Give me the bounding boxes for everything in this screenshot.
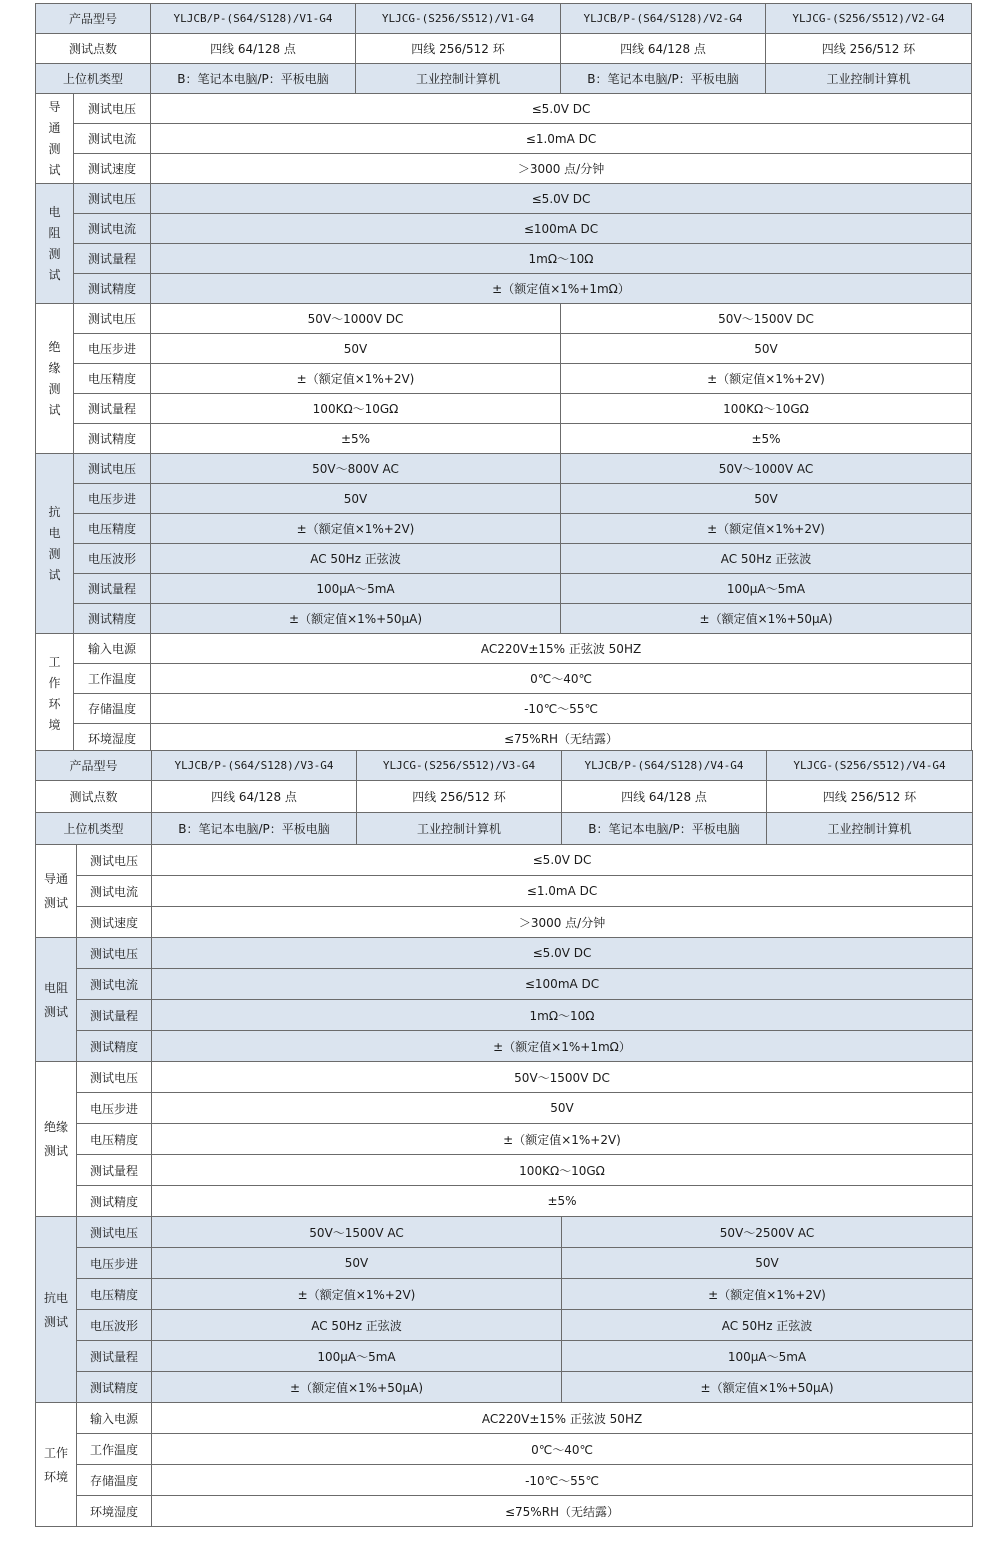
value-cell: ±（额定值×1%+2V) — [152, 1124, 973, 1155]
group-line: 测试 — [43, 896, 68, 910]
table-row — [36, 1124, 973, 1155]
model-label: 产品型号 — [36, 751, 152, 781]
value-cell: ≤100mA DC — [152, 969, 973, 1000]
table-row — [36, 1031, 973, 1062]
value-cell: ±（额定值×1%+50μA) — [561, 604, 972, 634]
table-row — [36, 124, 972, 154]
param-label: 电压步进 — [74, 484, 151, 514]
points-label: 测试点数 — [36, 34, 151, 64]
model-label: 产品型号 — [36, 4, 151, 34]
param-label: 存储温度 — [74, 694, 151, 724]
value-cell: 50V～1500V DC — [152, 1062, 973, 1093]
points-label: 测试点数 — [36, 781, 152, 813]
value-cell: ±（额定值×1%+1mΩ） — [151, 274, 972, 304]
points-row — [36, 34, 972, 64]
value-cell: 50V — [561, 484, 972, 514]
table-row — [36, 907, 973, 938]
group-line: 电阻 — [43, 980, 68, 995]
value-cell: ≤75%RH（无结露） — [151, 724, 972, 754]
points-cell: 四线 64/128 点 — [561, 34, 766, 64]
table-row — [36, 424, 972, 454]
group-char: 试 — [48, 567, 61, 582]
value-cell: ±（额定值×1%+2V) — [151, 364, 561, 394]
value-cell: ±5% — [152, 1186, 973, 1217]
table-row — [36, 1248, 973, 1279]
param-label: 测试电流 — [77, 876, 152, 907]
table-row — [36, 1434, 973, 1465]
table-row — [36, 1403, 973, 1434]
group-insulation — [36, 304, 74, 454]
value-cell: ±5% — [151, 424, 561, 454]
table-row — [36, 1217, 973, 1248]
param-label: 输入电源 — [74, 634, 151, 664]
group-char: 阻 — [48, 225, 61, 240]
table-row — [36, 664, 972, 694]
points-cell: 四线 256/512 环 — [356, 34, 561, 64]
value-cell: 1mΩ～10Ω — [152, 1000, 973, 1031]
param-label: 测试电压 — [74, 304, 151, 334]
spec-table-v1-v2 — [35, 3, 972, 754]
param-label: 测试精度 — [77, 1372, 152, 1403]
param-label: 环境湿度 — [74, 724, 151, 754]
group-char: 通 — [48, 120, 61, 135]
group-line: 测试 — [43, 1144, 68, 1158]
model-cell: YLJCG-(S256/S512)/V3-G4 — [357, 751, 562, 781]
points-cell: 四线 64/128 点 — [562, 781, 767, 813]
group-resistance — [36, 938, 77, 1062]
group-char: 测 — [48, 381, 61, 396]
group-insulation — [36, 1062, 77, 1217]
param-label: 工作温度 — [74, 664, 151, 694]
model-cell: YLJCG-(S256/S512)/V2-G4 — [766, 4, 972, 34]
group-conduction — [36, 94, 74, 184]
value-cell: 50V — [562, 1248, 973, 1279]
value-cell: -10℃～55℃ — [151, 694, 972, 724]
param-label: 电压精度 — [74, 514, 151, 544]
value-cell: AC 50Hz 正弦波 — [561, 544, 972, 574]
table-row — [36, 634, 972, 664]
table-row — [36, 1000, 973, 1031]
param-label: 输入电源 — [77, 1403, 152, 1434]
param-label: 测试电压 — [77, 1062, 152, 1093]
value-cell: ＞3000 点/分钟 — [151, 154, 972, 184]
group-line: 导通 — [43, 872, 68, 886]
host-row — [36, 813, 973, 845]
group-char: 试 — [48, 402, 61, 417]
table-row — [36, 1186, 973, 1217]
group-char: 抗 — [48, 504, 61, 519]
table-row — [36, 154, 972, 184]
table-row — [36, 1093, 973, 1124]
value-cell: 50V — [151, 334, 561, 364]
value-cell: 50V～800V AC — [151, 454, 561, 484]
host-cell: B：笔记本电脑/P：平板电脑 — [151, 64, 356, 94]
param-label: 存储温度 — [77, 1465, 152, 1496]
table-row — [36, 304, 972, 334]
group-char: 测 — [48, 546, 61, 561]
model-cell: YLJCB/P-(S64/S128)/V2-G4 — [561, 4, 766, 34]
param-label: 测试量程 — [77, 1155, 152, 1186]
value-cell: ≤5.0V DC — [152, 845, 973, 876]
param-label: 电压波形 — [77, 1310, 152, 1341]
host-cell: B：笔记本电脑/P：平板电脑 — [152, 813, 357, 845]
value-cell: ±（额定值×1%+2V) — [151, 514, 561, 544]
table-row — [36, 938, 973, 969]
value-cell: AC 50Hz 正弦波 — [151, 544, 561, 574]
value-cell: ≤1.0mA DC — [151, 124, 972, 154]
param-label: 电压步进 — [77, 1248, 152, 1279]
group-line: 抗电 — [43, 1290, 68, 1305]
value-cell: 50V — [151, 484, 561, 514]
table-row — [36, 184, 972, 214]
param-label: 电压精度 — [77, 1279, 152, 1310]
host-row — [36, 64, 972, 94]
value-cell: ≤100mA DC — [151, 214, 972, 244]
value-cell: ±（额定值×1%+2V) — [152, 1279, 562, 1310]
value-cell: ＞3000 点/分钟 — [152, 907, 973, 938]
group-char: 绝 — [48, 339, 61, 354]
host-label: 上位机类型 — [36, 813, 152, 845]
table-row — [36, 364, 972, 394]
group-char: 境 — [48, 717, 61, 732]
group-char: 试 — [48, 162, 61, 177]
value-cell: 100KΩ～10GΩ — [561, 394, 972, 424]
table-row — [36, 876, 973, 907]
host-cell: B：笔记本电脑/P：平板电脑 — [562, 813, 767, 845]
table-row — [36, 1341, 973, 1372]
model-cell: YLJCG-(S256/S512)/V1-G4 — [356, 4, 561, 34]
table-row — [36, 514, 972, 544]
value-cell: 50V — [152, 1248, 562, 1279]
value-cell: 100μA～5mA — [562, 1341, 973, 1372]
value-cell: ≤5.0V DC — [151, 94, 972, 124]
value-cell: ≤5.0V DC — [151, 184, 972, 214]
param-label: 测试速度 — [74, 154, 151, 184]
table-row — [36, 334, 972, 364]
param-label: 测试精度 — [74, 604, 151, 634]
group-char: 电 — [48, 204, 61, 219]
param-label: 测试电压 — [77, 1217, 152, 1248]
param-label: 测试精度 — [74, 424, 151, 454]
value-cell: AC220V±15% 正弦波 50HZ — [152, 1403, 973, 1434]
table-row — [36, 244, 972, 274]
table-row — [36, 274, 972, 304]
param-label: 测试精度 — [77, 1186, 152, 1217]
param-label: 测试速度 — [77, 907, 152, 938]
model-row — [36, 751, 973, 781]
param-label: 测试电压 — [77, 938, 152, 969]
value-cell: ±（额定值×1%+1mΩ） — [152, 1031, 973, 1062]
group-char: 作 — [48, 675, 61, 690]
group-hipot — [36, 1217, 77, 1403]
value-cell: 50V — [561, 334, 972, 364]
spec-table-v3-v4 — [35, 750, 973, 1527]
value-cell: 50V～1000V DC — [151, 304, 561, 334]
param-label: 测试量程 — [74, 394, 151, 424]
model-cell: YLJCB/P-(S64/S128)/V1-G4 — [151, 4, 356, 34]
table-row — [36, 724, 972, 754]
table-row — [36, 214, 972, 244]
param-label: 电压步进 — [77, 1093, 152, 1124]
group-char: 工 — [48, 654, 61, 669]
host-cell: 工业控制计算机 — [767, 813, 973, 845]
param-label: 测试精度 — [74, 274, 151, 304]
value-cell: ≤1.0mA DC — [152, 876, 973, 907]
value-cell: AC220V±15% 正弦波 50HZ — [151, 634, 972, 664]
value-cell: ±（额定值×1%+50μA) — [152, 1372, 562, 1403]
table-row — [36, 454, 972, 484]
param-label: 测试量程 — [74, 574, 151, 604]
model-cell: YLJCB/P-(S64/S128)/V3-G4 — [152, 751, 357, 781]
value-cell: ±（额定值×1%+2V) — [561, 514, 972, 544]
value-cell: 100KΩ～10GΩ — [151, 394, 561, 424]
table-row — [36, 1062, 973, 1093]
param-label: 电压波形 — [74, 544, 151, 574]
value-cell: ±（额定值×1%+2V) — [561, 364, 972, 394]
value-cell: ±（额定值×1%+50μA) — [562, 1372, 973, 1403]
table-row — [36, 1279, 973, 1310]
table-row — [36, 694, 972, 724]
group-char: 缘 — [48, 360, 61, 375]
param-label: 测试电压 — [74, 184, 151, 214]
value-cell: -10℃～55℃ — [152, 1465, 973, 1496]
param-label: 工作温度 — [77, 1434, 152, 1465]
table-row — [36, 94, 972, 124]
table-row — [36, 1372, 973, 1403]
table-row — [36, 484, 972, 514]
host-cell: 工业控制计算机 — [766, 64, 972, 94]
model-cell: YLJCB/P-(S64/S128)/V4-G4 — [562, 751, 767, 781]
points-row — [36, 781, 973, 813]
model-row — [36, 4, 972, 34]
param-label: 测试电流 — [77, 969, 152, 1000]
group-hipot — [36, 454, 74, 634]
value-cell: 50V～1500V AC — [152, 1217, 562, 1248]
group-line: 工作 — [43, 1445, 68, 1460]
param-label: 测试精度 — [77, 1031, 152, 1062]
value-cell: AC 50Hz 正弦波 — [562, 1310, 973, 1341]
value-cell: 100μA～5mA — [561, 574, 972, 604]
group-char: 环 — [48, 696, 61, 711]
table-row — [36, 969, 973, 1000]
group-env — [36, 1403, 77, 1527]
table-row — [36, 1496, 973, 1527]
value-cell: 50V — [152, 1093, 973, 1124]
param-label: 测试电压 — [74, 454, 151, 484]
host-cell: 工业控制计算机 — [356, 64, 561, 94]
value-cell: 100KΩ～10GΩ — [152, 1155, 973, 1186]
param-label: 测试电压 — [77, 845, 152, 876]
table-row — [36, 1155, 973, 1186]
group-env — [36, 634, 74, 754]
value-cell: ±（额定值×1%+2V) — [562, 1279, 973, 1310]
value-cell: AC 50Hz 正弦波 — [152, 1310, 562, 1341]
param-label: 测试电流 — [74, 214, 151, 244]
group-char: 测 — [48, 141, 61, 156]
group-char: 试 — [48, 267, 61, 282]
param-label: 电压步进 — [74, 334, 151, 364]
param-label: 电压精度 — [74, 364, 151, 394]
group-line: 测试 — [43, 1314, 68, 1329]
value-cell: 50V～1000V AC — [561, 454, 972, 484]
model-cell: YLJCG-(S256/S512)/V4-G4 — [767, 751, 973, 781]
table-row — [36, 1465, 973, 1496]
group-conduction — [36, 845, 77, 938]
table-row — [36, 1310, 973, 1341]
param-label: 测试量程 — [77, 1341, 152, 1372]
host-cell: 工业控制计算机 — [357, 813, 562, 845]
value-cell: 100μA～5mA — [151, 574, 561, 604]
group-line: 测试 — [43, 1004, 68, 1019]
points-cell: 四线 256/512 环 — [357, 781, 562, 813]
value-cell: ±5% — [561, 424, 972, 454]
group-line: 绝缘 — [43, 1120, 68, 1134]
param-label: 测试量程 — [77, 1000, 152, 1031]
group-char: 测 — [48, 246, 61, 261]
value-cell: 0℃～40℃ — [152, 1434, 973, 1465]
value-cell: 100μA～5mA — [152, 1341, 562, 1372]
table-row — [36, 394, 972, 424]
points-cell: 四线 256/512 环 — [766, 34, 972, 64]
host-cell: B：笔记本电脑/P：平板电脑 — [561, 64, 766, 94]
value-cell: ±（额定值×1%+50μA) — [151, 604, 561, 634]
value-cell: 0℃～40℃ — [151, 664, 972, 694]
host-label: 上位机类型 — [36, 64, 151, 94]
points-cell: 四线 64/128 点 — [151, 34, 356, 64]
param-label: 测试电压 — [74, 94, 151, 124]
table-row — [36, 845, 973, 876]
group-char: 电 — [48, 525, 61, 540]
group-char: 导 — [48, 99, 61, 114]
table-row — [36, 604, 972, 634]
param-label: 环境湿度 — [77, 1496, 152, 1527]
param-label: 测试电流 — [74, 124, 151, 154]
value-cell: 50V～2500V AC — [562, 1217, 973, 1248]
param-label: 电压精度 — [77, 1124, 152, 1155]
value-cell: ≤5.0V DC — [152, 938, 973, 969]
group-line: 环境 — [43, 1469, 68, 1484]
points-cell: 四线 64/128 点 — [152, 781, 357, 813]
table-row — [36, 544, 972, 574]
value-cell: ≤75%RH（无结露） — [152, 1496, 973, 1527]
points-cell: 四线 256/512 环 — [767, 781, 973, 813]
value-cell: 1mΩ～10Ω — [151, 244, 972, 274]
group-resistance — [36, 184, 74, 304]
value-cell: 50V～1500V DC — [561, 304, 972, 334]
param-label: 测试量程 — [74, 244, 151, 274]
table-row — [36, 574, 972, 604]
